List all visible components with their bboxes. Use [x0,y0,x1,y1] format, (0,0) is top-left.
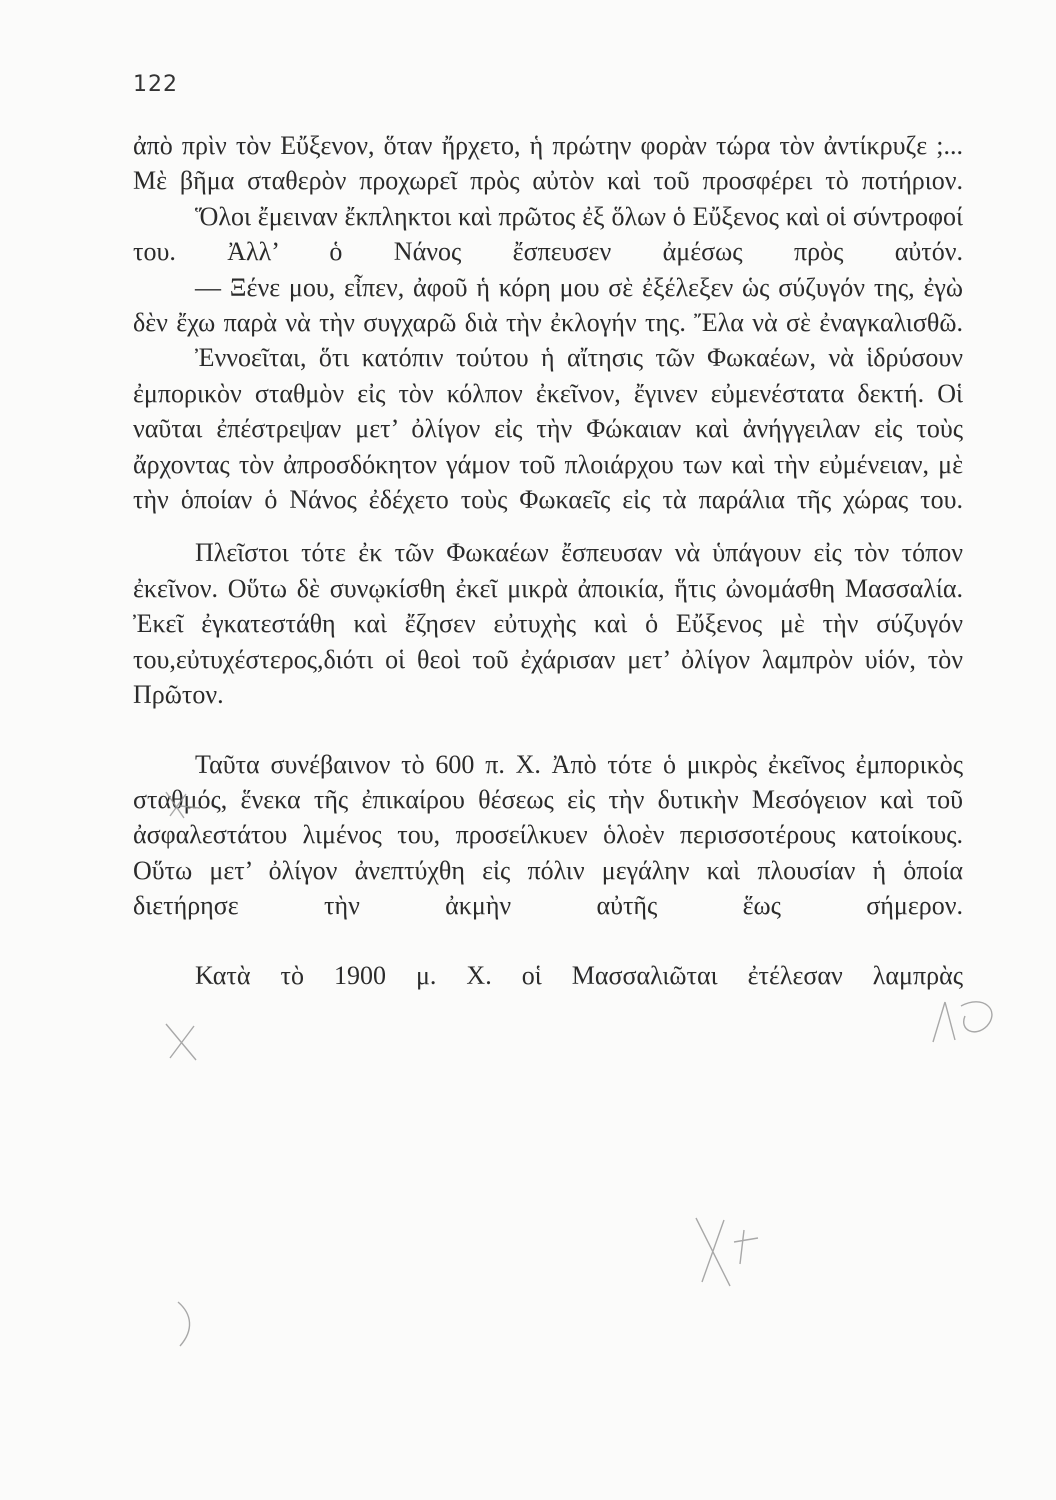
pencil-mark-icon [174,1300,204,1348]
paragraph-7: Κατὰ τὸ 1900 μ. Χ. οἱ Μασσαλιῶται ἐτέλεσαν λαμπρὰς [195,960,963,990]
paragraph-1: ἀπὸ πρὶν τὸν Εὔξενον, ὅταν ἤρχετο, ἡ πρώτην φορὰν τώρα τὸν ἀντίκρυζε ;... Μὲ βῆμα σταθερὸν προχωρεῖ πρὸς αὐτὸν καὶ τοῦ προσφέρει τὸ ποτήριον. [133,131,963,196]
paragraph-6: Ταῦτα συνέβαινον τὸ 600 π. Χ. Ἀπὸ τότε ὁ μικρὸς ἐκεῖνος ἐμπορικὸς σταθμός, ἕνεκα τῆς ἐπικαίρου θέσεως εἰς τὴν δυτικὴν Μεσόγειον καὶ τοῦ ἀσφαλεστάτου λιμένος του, προσείλκυεν ὁλοὲν περισσοτέρους κατοίκους. Οὕτω μετ’ ὀλίγον ἀνεπτύχθη εἰς πόλιν μεγάλην καὶ πλουσίαν ἡ ὁποία διετήρησε τὴν ἀκμὴν αὐτῆς ἕως σήμερον. [133,749,963,921]
paragraph-5: Πλεῖστοι τότε ἐκ τῶν Φωκαέων ἔσπευσαν νὰ ὑπάγουν εἰς τὸν τόπον ἐκεῖνον. Οὕτω δὲ συνῳκίσθη ἐκεῖ μικρὰ ἀποικία, ἥτις ὠνομάσθη Μασσαλία. Ἐκεῖ ἐγκατεστάθη καὶ ἔζησεν εὐτυχὴς καὶ ὁ Εὔξενος μὲ τὴν σύζυγόν του,εὐτυχέστερος,διότι οἱ θεοὶ τοῦ ἐχάρισαν μετ’ ὀλίγον λαμπρὸν υἱόν, τὸν Πρῶτον. [133,538,963,710]
pencil-mark-icon [162,788,202,824]
page-number: 122 [133,72,178,97]
pencil-mark-icon [160,1020,206,1066]
paragraph-3: — Ξένε μου, εἶπεν, ἀφοῦ ἡ κόρη μου σὲ ἐξέλεξεν ὡς σύζυγόν της, ἐγὼ δὲν ἔχω παρὰ νὰ τὴν συγχαρῶ διὰ τὴν ἐκλογήν της. Ἔλα νὰ σὲ ἐναγκαλισθῶ. [133,272,963,338]
pencil-mark-icon [925,990,1005,1050]
paragraph-4: Ἐννοεῖται, ὅτι κατόπιν τούτου ἡ αἴτησις τῶν Φωκαέων, νὰ ἱδρύσουν ἐμπορικὸν σταθμὸν εἰς τὸν κόλπον ἐκεῖνον, ἔγινεν εὐμενέστατα δεκτή. Οἱ ναῦται ἐπέστρεψαν μετ’ ὀλίγον εἰς τὴν Φώκαιαν καὶ ἀνήγγειλαν εἰς τοὺς ἄρχοντας τὸν ἀπροσδόκητον γάμον τοῦ πλοιάρχου των καὶ τὴν εὐμένειαν, μὲ τὴν ὁποίαν ὁ Νάνος ἐδέχετο τοὺς Φωκαεῖς εἰς τὰ παράλια τῆς χώρας του. [133,343,963,515]
paragraph-2: Ὅλοι ἔμειναν ἔκπληκτοι καὶ πρῶτος ἐξ ὅλων ὁ Εὔξενος καὶ οἱ σύντροφοί του. Ἀλλ’ ὁ Νάνος ἔσπευσεν ἀμέσως πρὸς αὐτόν. [133,201,963,267]
page-body [133,128,963,993]
pencil-mark-icon [690,1212,762,1292]
